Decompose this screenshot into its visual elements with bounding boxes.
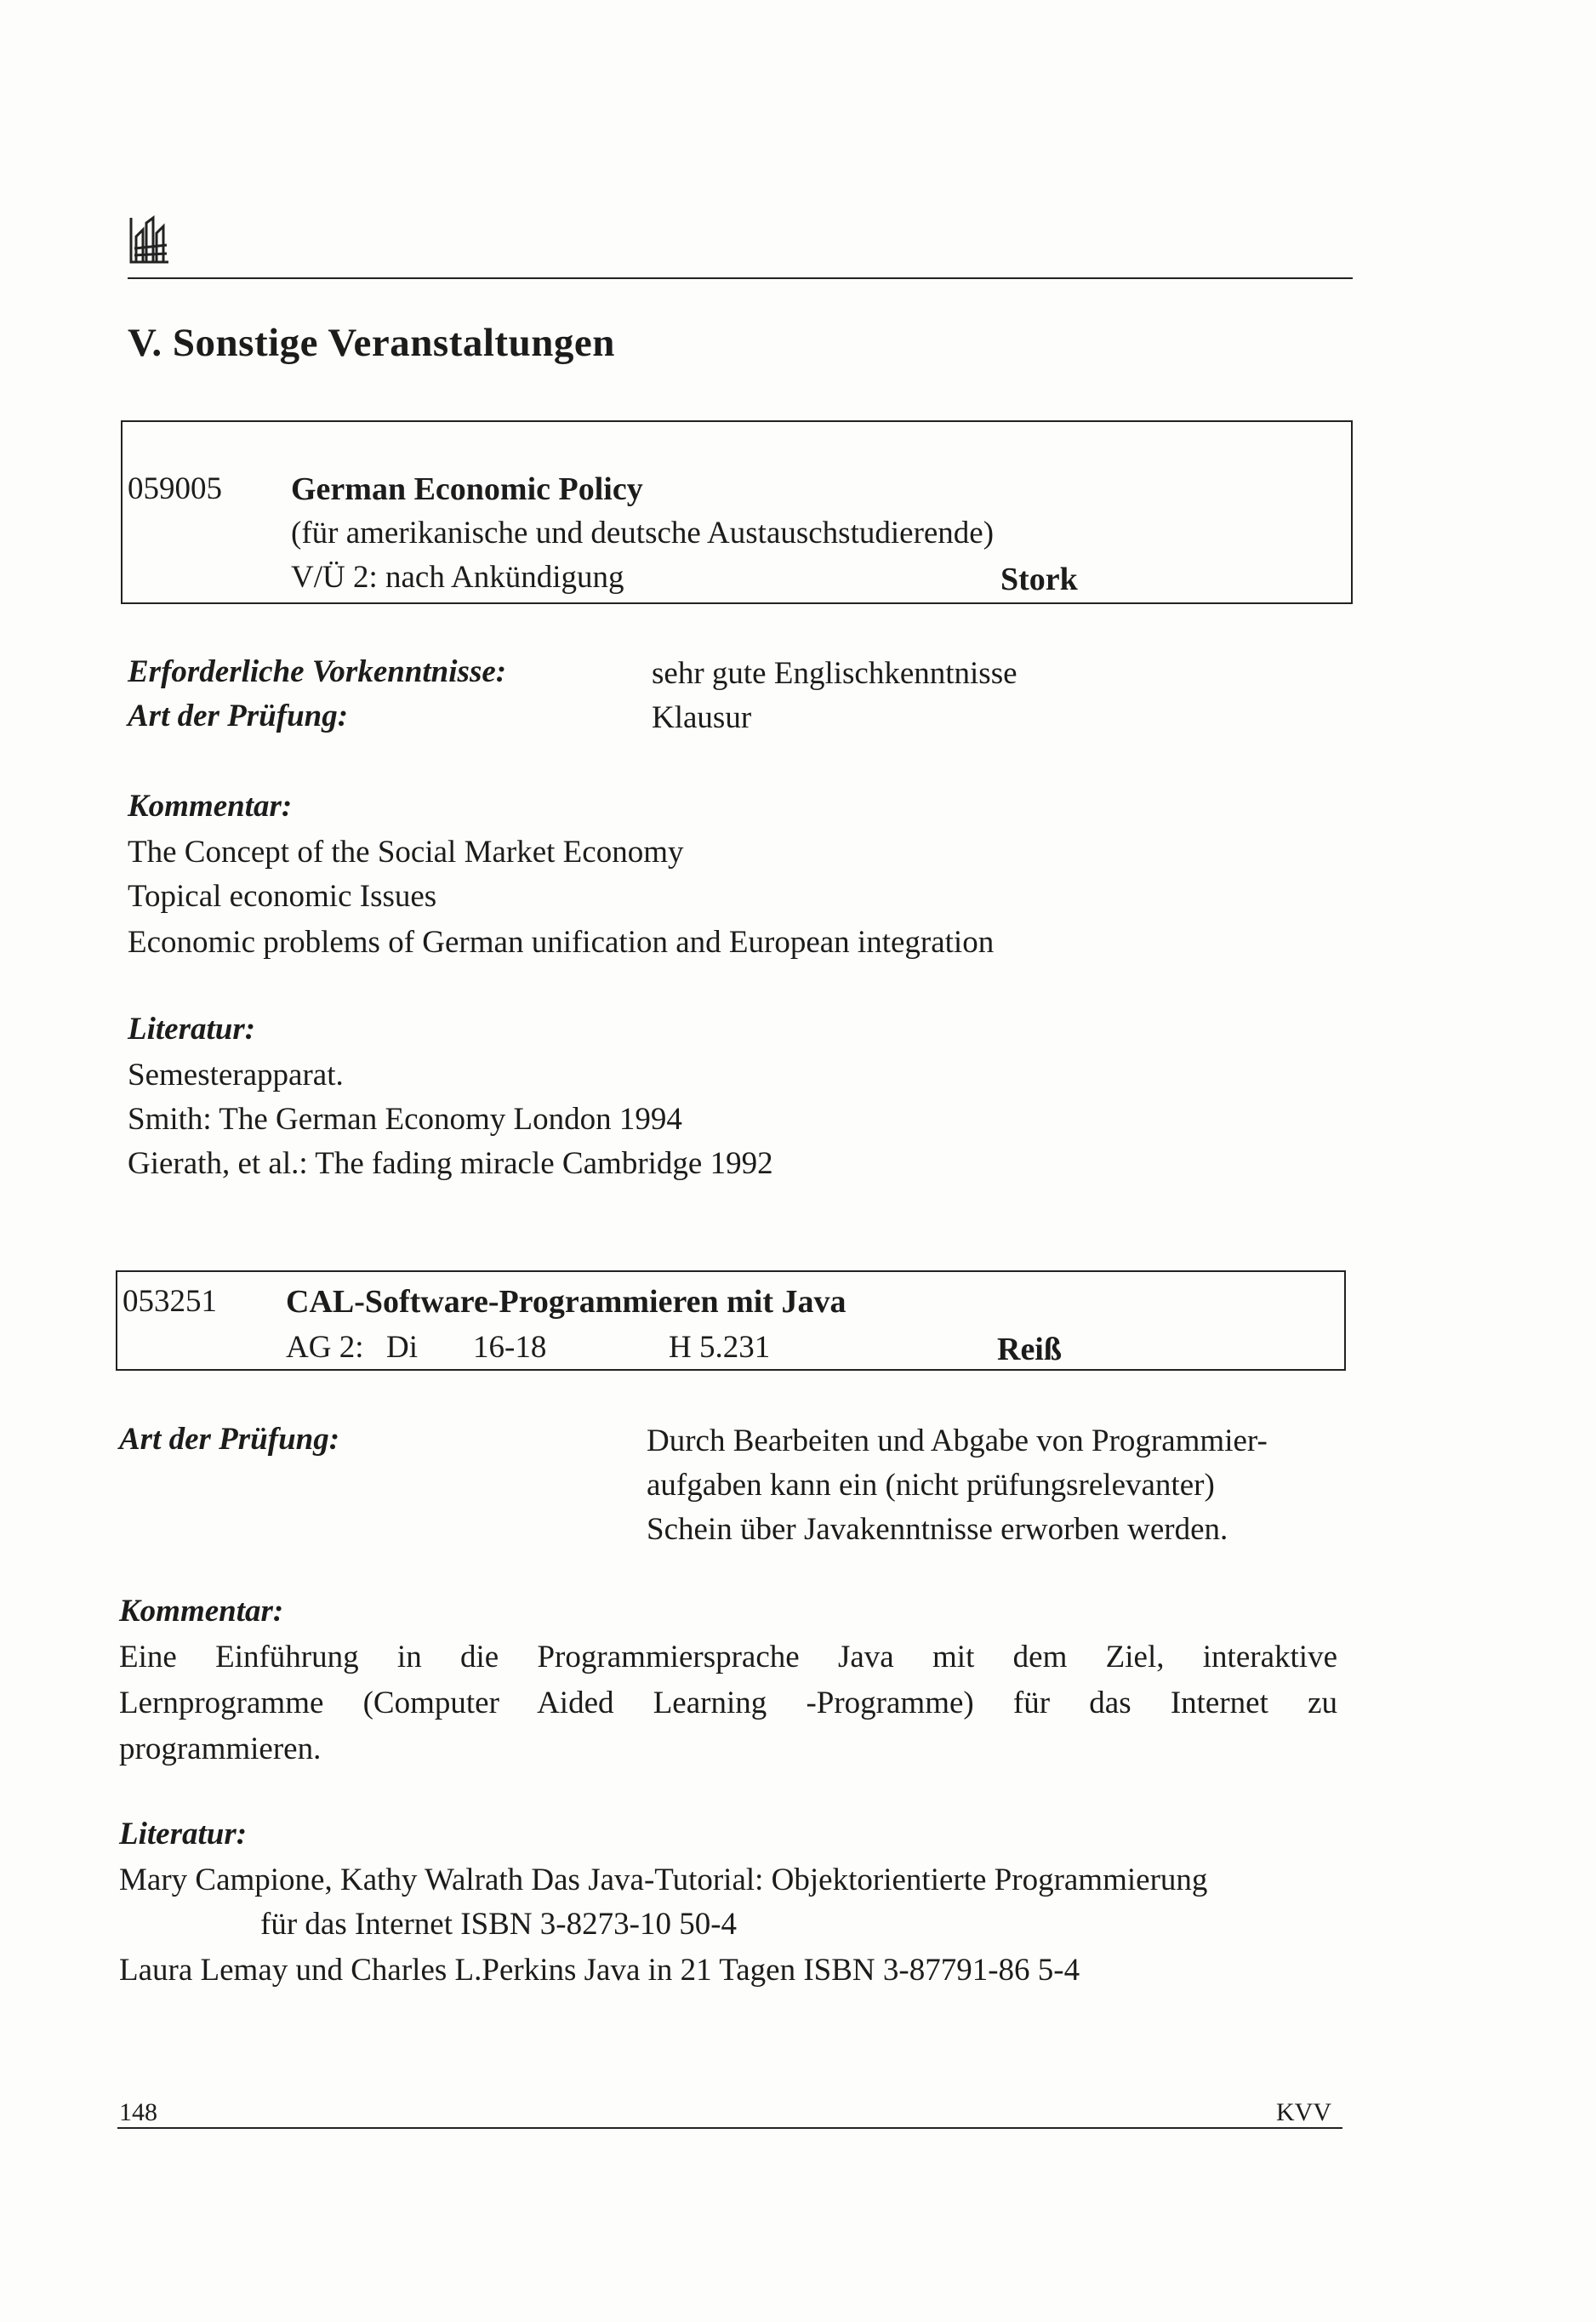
literature-line: Laura Lemay und Charles L.Perkins Java in 21 Tagen ISBN 3-87791-86 5-4 (119, 1953, 1080, 1988)
exam-line: Schein über Javakenntnisse erworben werden. (647, 1512, 1228, 1547)
section-title: V. Sonstige Veranstaltungen (128, 321, 615, 365)
header-rule (128, 277, 1353, 279)
footer-rule (117, 2127, 1342, 2129)
comment-line: The Concept of the Social Market Economy (128, 835, 684, 870)
literature-label: Literatur: (128, 1012, 256, 1047)
course-time: 16-18 (473, 1330, 547, 1365)
exam-label: Art der Prüfung: (119, 1422, 340, 1457)
exam-line: Durch Bearbeiten und Abgabe von Programmier- (647, 1423, 1268, 1458)
course-number: 053251 (123, 1284, 217, 1319)
course-lecturer: Reiß (997, 1332, 1062, 1367)
course-title: CAL-Software-Programmieren mit Java (286, 1284, 846, 1320)
prereq-value: sehr gute Englischkenntnisse (652, 656, 1017, 691)
publication-name: KVV (1276, 2098, 1331, 2126)
comment-line: Lernprogramme (Computer Aided Learning -Programme) für das Internet zu (119, 1686, 1337, 1720)
comment-label: Kommentar: (119, 1594, 284, 1629)
page-number: 148 (119, 2098, 157, 2126)
literature-line: Mary Campione, Kathy Walrath Das Java-Tutorial: Objektorientierte Programmierung (119, 1863, 1208, 1897)
course-schedule: V/Ü 2: nach Ankündigung (291, 560, 624, 595)
course-lecturer: Stork (1000, 562, 1078, 597)
institute-logo-icon (128, 211, 172, 267)
course-room: H 5.231 (669, 1330, 771, 1365)
literature-line: für das Internet ISBN 3-8273-10 50-4 (260, 1907, 738, 1942)
comment-label: Kommentar: (128, 789, 293, 824)
exam-line: aufgaben kann ein (nicht prüfungsrelevanter) (647, 1468, 1215, 1503)
course-subtitle: (für amerikanische und deutsche Austauschstudierende) (291, 516, 995, 551)
course-number: 059005 (128, 471, 222, 506)
literature-line: Gierath, et al.: The fading miracle Cambridge 1992 (128, 1146, 773, 1181)
comment-line: Eine Einführung in die Programmiersprache Java mit dem Ziel, interaktive (119, 1640, 1337, 1674)
comment-line: Topical economic Issues (128, 879, 437, 914)
course-title: German Economic Policy (291, 471, 643, 507)
exam-label: Art der Prüfung: (128, 699, 349, 733)
exam-value: Klausur (652, 700, 752, 735)
comment-line: Economic problems of German unification and European integration (128, 925, 995, 960)
course-type: AG 2: (286, 1330, 364, 1365)
course-day: Di (386, 1330, 418, 1365)
literature-label: Literatur: (119, 1817, 248, 1851)
comment-line: programmieren. (119, 1732, 322, 1766)
prereq-label: Erforderliche Vorkenntnisse: (128, 654, 507, 689)
literature-line: Smith: The German Economy London 1994 (128, 1102, 682, 1137)
literature-line: Semesterapparat. (128, 1058, 344, 1093)
